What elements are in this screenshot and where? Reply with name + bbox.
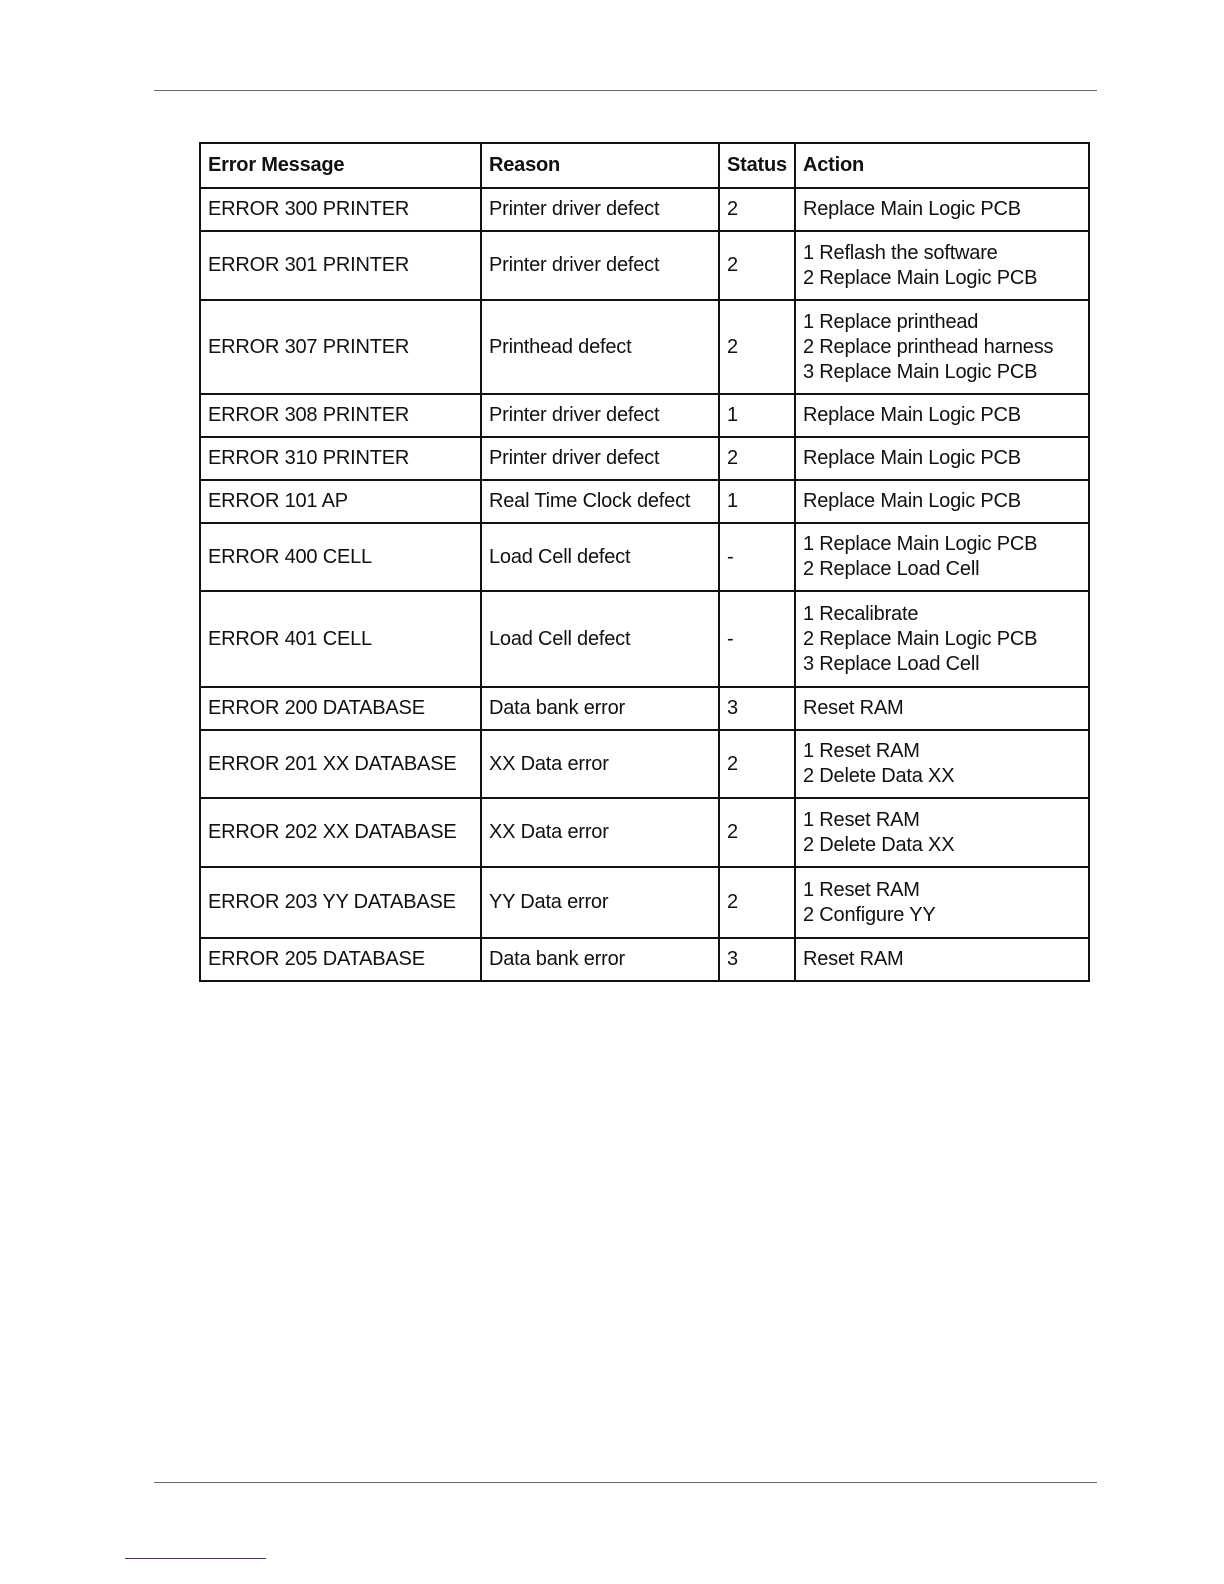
error-table	[199, 142, 1090, 982]
reason-cell	[481, 300, 719, 394]
status-cell-text: 2	[727, 335, 738, 358]
status-cell-text: 3	[727, 697, 738, 719]
error-message-cell-text: ERROR 202 XX DATABASE	[208, 821, 457, 843]
table-row	[200, 300, 1089, 394]
status-cell-text: 2	[727, 821, 738, 843]
status-cell	[719, 188, 795, 231]
header-status: Status	[719, 143, 795, 188]
error-message-cell-text: ERROR 401 CELL	[208, 627, 372, 650]
error-message-cell-text: ERROR 203 YY DATABASE	[208, 891, 456, 913]
status-cell-text: -	[727, 545, 734, 568]
reason-cell	[481, 480, 719, 523]
action-cell	[795, 867, 1089, 938]
action-step: 1 Reset RAM	[803, 740, 920, 762]
action-cell	[795, 730, 1089, 798]
error-message-cell	[200, 480, 481, 523]
reason-cell-text: Printer driver defect	[489, 254, 660, 276]
status-cell	[719, 300, 795, 394]
table-row	[200, 394, 1089, 437]
status-cell	[719, 437, 795, 480]
action-cell	[795, 300, 1089, 394]
action-cell	[795, 394, 1089, 437]
error-message-cell	[200, 523, 481, 591]
error-message-cell-text: ERROR 301 PRINTER	[208, 254, 410, 276]
action-step: Reset RAM	[803, 948, 904, 970]
action-step: Replace Main Logic PCB	[803, 404, 1021, 426]
action-step: 3 Replace Main Logic PCB	[803, 360, 1038, 383]
error-message-cell	[200, 231, 481, 300]
status-cell-text: 2	[727, 752, 738, 775]
status-cell-text: -	[727, 627, 734, 650]
status-cell	[719, 938, 795, 981]
reason-cell-text: XX Data error	[489, 752, 609, 775]
reason-cell-text: Load Cell defect	[489, 627, 631, 650]
action-cell	[795, 188, 1089, 231]
error-message-cell	[200, 798, 481, 867]
status-cell-text: 1	[727, 404, 738, 426]
table-row	[200, 730, 1089, 798]
reason-cell-text: Load Cell defect	[489, 545, 631, 568]
error-message-cell	[200, 938, 481, 981]
table-row	[200, 798, 1089, 867]
action-cell	[795, 591, 1089, 687]
status-cell	[719, 591, 795, 687]
action-step: Replace Main Logic PCB	[803, 198, 1021, 220]
reason-cell-text: Real Time Clock defect	[489, 490, 691, 512]
status-cell	[719, 798, 795, 867]
error-message-cell-text: ERROR 307 PRINTER	[208, 335, 410, 358]
header-action: Action	[795, 143, 1089, 188]
error-message-cell-text: ERROR 308 PRINTER	[208, 404, 410, 426]
status-cell	[719, 394, 795, 437]
reason-cell	[481, 938, 719, 981]
action-step: 1 Reflash the software	[803, 241, 998, 264]
status-cell	[719, 523, 795, 591]
reason-cell-text: Data bank error	[489, 948, 625, 970]
table-row	[200, 867, 1089, 938]
action-step: 2 Delete Data XX	[803, 765, 955, 787]
reason-cell	[481, 231, 719, 300]
reason-cell	[481, 437, 719, 480]
error-message-cell	[200, 591, 481, 687]
header-reason: Reason	[481, 143, 719, 188]
table-row	[200, 480, 1089, 523]
reason-cell-text: Printer driver defect	[489, 198, 660, 220]
reason-cell-text: Data bank error	[489, 697, 625, 719]
error-message-cell-text: ERROR 205 DATABASE	[208, 948, 425, 970]
table-row	[200, 231, 1089, 300]
reason-cell-text: Printer driver defect	[489, 447, 660, 469]
reason-cell	[481, 867, 719, 938]
action-step: 2 Replace Main Logic PCB	[803, 627, 1038, 650]
reason-cell	[481, 730, 719, 798]
action-step: 1 Replace Main Logic PCB	[803, 533, 1038, 555]
error-message-cell-text: ERROR 400 CELL	[208, 545, 372, 568]
error-message-cell	[200, 730, 481, 798]
action-cell	[795, 798, 1089, 867]
action-step: 1 Recalibrate	[803, 602, 919, 625]
header-error-message: Error Message	[200, 143, 481, 188]
status-cell	[719, 867, 795, 938]
action-step: 1 Replace printhead	[803, 310, 979, 333]
reason-cell	[481, 188, 719, 231]
reason-cell-text: XX Data error	[489, 821, 609, 843]
status-cell	[719, 730, 795, 798]
action-cell	[795, 437, 1089, 480]
error-message-cell-text: ERROR 300 PRINTER	[208, 198, 410, 220]
action-step: Replace Main Logic PCB	[803, 447, 1021, 469]
status-cell-text: 2	[727, 447, 738, 469]
error-message-cell-text: ERROR 101 AP	[208, 490, 348, 512]
action-step: 2 Replace Main Logic PCB	[803, 266, 1038, 289]
error-message-cell-text: ERROR 201 XX DATABASE	[208, 752, 457, 775]
status-cell-text: 3	[727, 948, 738, 970]
action-cell	[795, 231, 1089, 300]
status-cell-text: 2	[727, 891, 738, 913]
action-step: Reset RAM	[803, 697, 904, 719]
reason-cell	[481, 798, 719, 867]
reason-cell-text: YY Data error	[489, 891, 609, 913]
table-body	[200, 188, 1089, 981]
error-message-cell	[200, 867, 481, 938]
status-cell-text: 2	[727, 254, 738, 276]
reason-cell	[481, 523, 719, 591]
action-cell	[795, 523, 1089, 591]
error-message-cell	[200, 300, 481, 394]
action-cell	[795, 938, 1089, 981]
action-step: 2 Replace printhead harness	[803, 335, 1054, 358]
reason-cell-text: Printer driver defect	[489, 404, 660, 426]
reason-cell	[481, 687, 719, 730]
error-message-cell	[200, 188, 481, 231]
error-message-cell-text: ERROR 310 PRINTER	[208, 447, 410, 469]
action-step: Replace Main Logic PCB	[803, 490, 1021, 512]
action-cell	[795, 480, 1089, 523]
status-cell	[719, 480, 795, 523]
table-row	[200, 938, 1089, 981]
action-step: 2 Delete Data XX	[803, 833, 955, 856]
reason-cell-text: Printhead defect	[489, 335, 632, 358]
status-cell	[719, 687, 795, 730]
footer-rule	[154, 1482, 1097, 1483]
status-cell	[719, 231, 795, 300]
table-row	[200, 188, 1089, 231]
header-rule	[154, 90, 1097, 91]
action-step: 1 Reset RAM	[803, 878, 920, 901]
footnote-rule	[125, 1558, 266, 1559]
status-cell-text: 1	[727, 490, 738, 512]
action-step: 1 Reset RAM	[803, 808, 920, 831]
error-message-cell	[200, 437, 481, 480]
error-message-cell-text: ERROR 200 DATABASE	[208, 697, 425, 719]
error-message-cell	[200, 394, 481, 437]
reason-cell	[481, 394, 719, 437]
table-row	[200, 687, 1089, 730]
action-cell	[795, 687, 1089, 730]
action-step: 2 Replace Load Cell	[803, 558, 980, 580]
action-step: 3 Replace Load Cell	[803, 652, 980, 675]
error-message-cell	[200, 687, 481, 730]
table-row	[200, 591, 1089, 687]
reason-cell	[481, 591, 719, 687]
status-cell-text: 2	[727, 198, 738, 220]
table-header-row	[200, 143, 1089, 188]
table-row	[200, 437, 1089, 480]
action-step: 2 Configure YY	[803, 903, 936, 926]
table-row	[200, 523, 1089, 591]
